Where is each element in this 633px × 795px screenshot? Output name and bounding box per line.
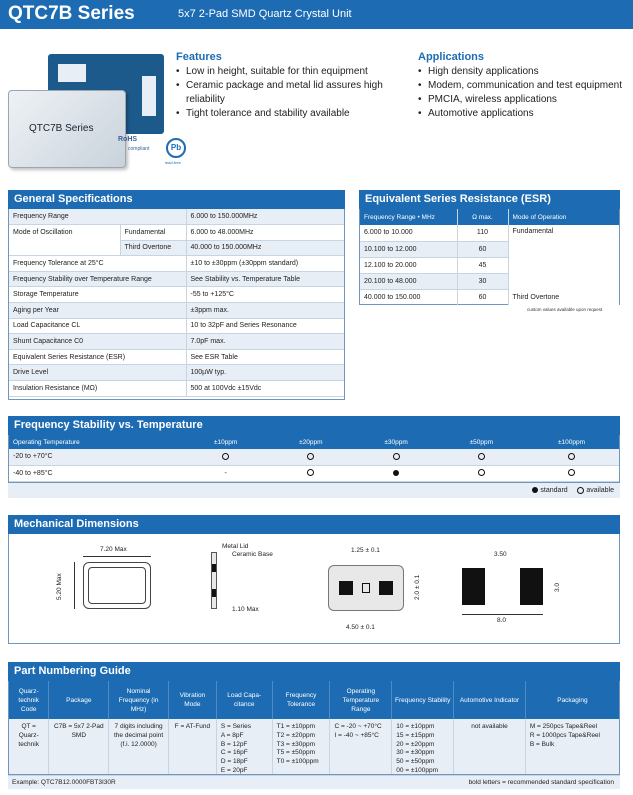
spec-value: 10 to 32pF and Series Resonance — [186, 318, 344, 334]
list-item: • Modem, communication and test equipment — [418, 79, 628, 93]
spec-sublabel: Fundamental — [120, 225, 186, 241]
fs-cell — [268, 465, 353, 481]
available-dot-icon — [478, 453, 485, 460]
esr-mode-overtone: Third Overtone — [508, 289, 619, 305]
pn-header: Vibration Mode — [168, 681, 216, 719]
esr-title: Equivalent Series Resistance (ESR) — [359, 190, 620, 209]
spec-row — [9, 365, 344, 381]
spec-label: Frequency Tolerance at 25°C — [9, 256, 186, 272]
spec-row — [9, 349, 344, 365]
rohs-sub: compliant — [128, 146, 150, 152]
fs-cell — [353, 449, 438, 465]
part-numbering-table — [8, 681, 620, 775]
esr-mode-fundamental: Fundamental — [508, 225, 619, 289]
esr-header-mode: Mode of Operation — [508, 209, 619, 225]
spec-label: Aging per Year — [9, 303, 186, 319]
package-top-view — [83, 562, 151, 609]
available-dot-icon — [568, 469, 575, 476]
esr-ohm: 60 — [457, 289, 508, 305]
pn-cell: T1 = ±10ppm T2 = ±20ppm T3 = ±30ppm T5 = ±50ppm T0 = ±100ppm — [272, 719, 330, 775]
list-item: • PMCIA, wireless applications — [418, 93, 628, 107]
metal-lid-label: Metal Lid — [222, 543, 249, 550]
spec-value: 500 at 100Vdc ±15Vdc — [186, 381, 344, 397]
available-dot-icon — [307, 453, 314, 460]
spec-label: Insulation Resistance (MΩ) — [9, 381, 186, 397]
fs-header: ±100ppm — [524, 435, 619, 449]
available-dot-icon — [222, 453, 229, 460]
esr-ohm: 60 — [457, 241, 508, 257]
esr-range: 12.100 to 20.000 — [360, 257, 457, 273]
pn-cell: M = 250pcs Tape&Reel R = 1000pcs Tape&Reel B = Bulk — [525, 719, 619, 775]
esr-header-ohm: Ω max. — [457, 209, 508, 225]
bold-note: bold letters = recommended standard specification — [468, 779, 614, 786]
land-pad — [520, 568, 543, 605]
crystal-front — [8, 90, 126, 168]
esr-ohm: 45 — [457, 257, 508, 273]
esr-range: 10.100 to 12.000 — [360, 241, 457, 257]
fs-header: ±50ppm — [439, 435, 524, 449]
package-bottom-view — [328, 565, 404, 611]
spec-row — [9, 209, 344, 225]
spec-row — [9, 287, 344, 303]
applications-title: Applications — [418, 51, 485, 63]
esr-ohm: 30 — [457, 273, 508, 289]
spec-label: Storage Temperature — [9, 287, 186, 303]
fs-header: ±30ppm — [353, 435, 438, 449]
pn-header: Load Capa-citance — [216, 681, 272, 719]
fs-row — [9, 465, 619, 481]
spec-value: ±10 to ±30ppm (±30ppm standard) — [186, 256, 344, 272]
list-item: • Tight tolerance and stability available — [176, 107, 406, 121]
standard-dot-icon — [532, 487, 538, 493]
spec-value: 40.000 to 150.000MHz — [186, 240, 344, 256]
esr-table — [359, 209, 620, 305]
general-specs-table — [8, 209, 345, 400]
fs-cell — [524, 465, 619, 481]
spec-label: Drive Level — [9, 365, 186, 381]
dim-height: 5.20 Max — [56, 573, 63, 600]
dim-pad-height: 2.0 ± 0.1 — [414, 574, 421, 600]
esr-ohm: 110 — [457, 225, 508, 241]
fs-temp: -20 to +70°C — [9, 449, 183, 465]
general-specs-title: General Specifications — [8, 190, 345, 209]
available-dot-icon — [393, 453, 400, 460]
applications-list — [418, 65, 628, 121]
legend-standard: standard — [540, 487, 568, 494]
lead-free-icon: Pb — [166, 138, 186, 158]
dim-line — [74, 562, 75, 609]
pn-header: Automotive Indicator — [454, 681, 526, 719]
spec-value: See ESR Table — [186, 349, 344, 365]
pn-header: Packaging — [525, 681, 619, 719]
features-list — [176, 65, 406, 121]
pn-cell: S = Series A = 8pF B = 12pF C = 16pF D = 18pF E = 20pF — [216, 719, 272, 775]
fs-cell — [524, 449, 619, 465]
dim-line — [83, 556, 151, 557]
fs-legend — [8, 483, 620, 498]
header-bar — [0, 0, 633, 29]
spec-value: 7.0pF max. — [186, 334, 344, 350]
pn-header: Nominal Frequency (in MHz) — [109, 681, 169, 719]
freq-stability-title: Frequency Stability vs. Temperature — [8, 416, 620, 435]
pn-header: Operating Temperature Range — [330, 681, 392, 719]
fs-header: Operating Temperature — [9, 435, 183, 449]
ceramic-base-label: Ceramic Base — [232, 551, 273, 558]
pn-cell: QT = Quarz-technik — [9, 719, 49, 775]
pn-cell: C = -20 ~ +70°C I = -40 ~ +85°C — [330, 719, 392, 775]
part-numbering-footer — [8, 775, 620, 789]
esr-range: 6.000 to 10.000 — [360, 225, 457, 241]
fs-cell — [353, 465, 438, 481]
spec-row — [9, 381, 344, 397]
fs-cell: - — [183, 465, 268, 481]
dim-line — [462, 614, 543, 615]
spec-label: Frequency Range — [9, 209, 186, 225]
pn-header: Frequency Stability — [392, 681, 454, 719]
freq-stability-table — [8, 435, 620, 483]
esr-header-range: Frequency Range • MHz — [360, 209, 457, 225]
fs-temp: -40 to +85°C — [9, 465, 183, 481]
fs-row — [9, 449, 619, 465]
fs-cell — [183, 449, 268, 465]
crystal-label: QTC7B Series — [29, 123, 94, 134]
esr-range: 20.100 to 48.000 — [360, 273, 457, 289]
page-title: QTC7B Series — [8, 3, 135, 24]
dim-pad-width: 1.25 ± 0.1 — [351, 547, 380, 554]
product-image — [8, 50, 166, 172]
fs-cell — [439, 449, 524, 465]
fs-cell — [439, 465, 524, 481]
pn-header: Quarz-technik Code — [9, 681, 49, 719]
pn-cell: F = AT-Fund — [168, 719, 216, 775]
list-item: • Automotive applications — [418, 107, 628, 121]
pn-cell: 7 digits including the decimal point (f.i. 12.0000) — [109, 719, 169, 775]
pn-header: Frequency Tolerance — [272, 681, 330, 719]
standard-dot-icon — [393, 470, 399, 476]
page-subtitle: 5x7 2-Pad SMD Quartz Crystal Unit — [178, 8, 352, 20]
features-title: Features — [176, 51, 222, 63]
spec-row — [9, 271, 344, 287]
list-item: • High density applications — [418, 65, 628, 79]
pn-cell: not available — [454, 719, 526, 775]
spec-row — [9, 225, 344, 241]
spec-label: Frequency Stability over Temperature Range — [9, 271, 186, 287]
spec-row — [9, 318, 344, 334]
spec-row — [9, 303, 344, 319]
spec-value: -55 to +125°C — [186, 287, 344, 303]
dim-width: 7.20 Max — [100, 546, 127, 553]
available-dot-icon — [577, 487, 584, 494]
dim-thickness: 1.10 Max — [232, 606, 259, 613]
dim-land-height: 3.0 — [554, 582, 561, 592]
spec-sublabel: Third Overtone — [120, 240, 186, 256]
spec-label: Shunt Capacitance C0 — [9, 334, 186, 350]
part-example: Example: QTC7B12.0000FBT3I30R — [12, 779, 116, 786]
pn-header: Package — [49, 681, 109, 719]
spec-value: ±3ppm max. — [186, 303, 344, 319]
spec-value: 6.000 to 150.000MHz — [186, 209, 344, 225]
pn-cell: C7B = 5x7 2-Pad SMD — [49, 719, 109, 775]
part-numbering-title: Part Numbering Guide — [8, 662, 620, 681]
fs-header: ±20ppm — [268, 435, 353, 449]
spec-label: Load Capacitance CL — [9, 318, 186, 334]
mechanical-title: Mechanical Dimensions — [8, 515, 620, 534]
spec-value: 6.000 to 48.000MHz — [186, 225, 344, 241]
dim-pad-pitch: 4.50 ± 0.1 — [346, 624, 375, 631]
legend-available: available — [586, 487, 614, 494]
spec-value: 100µW typ. — [186, 365, 344, 381]
spec-label: Mode of Oscillation — [9, 225, 120, 256]
available-dot-icon — [568, 453, 575, 460]
package-side-view — [211, 552, 217, 609]
fs-header: ±10ppm — [183, 435, 268, 449]
lead-free-sub: lead-free — [165, 160, 181, 165]
spec-label: Equivalent Series Resistance (ESR) — [9, 349, 186, 365]
spec-row — [9, 256, 344, 272]
dim-land-width: 3.50 — [494, 551, 507, 558]
spec-value: See Stability vs. Temperature Table — [186, 271, 344, 287]
land-pad — [462, 568, 485, 605]
list-item: • Ceramic package and metal lid assures high reliability — [176, 79, 406, 107]
esr-range: 40.000 to 150.000 — [364, 293, 421, 301]
dim-land-total: 8.0 — [497, 617, 507, 624]
list-item: • Low in height, suitable for thin equipment — [176, 65, 406, 79]
pn-cell: 10 = ±10ppm 15 = ±15ppm 20 = ±20ppm 30 = ±30ppm 50 = ±50ppm 00 = ±100ppm — [392, 719, 454, 775]
rohs-logo: RoHS — [118, 136, 138, 143]
spec-row — [9, 334, 344, 350]
available-dot-icon — [478, 469, 485, 476]
available-dot-icon — [307, 469, 314, 476]
fs-cell — [268, 449, 353, 465]
esr-note: custom values available upon request — [527, 307, 603, 312]
